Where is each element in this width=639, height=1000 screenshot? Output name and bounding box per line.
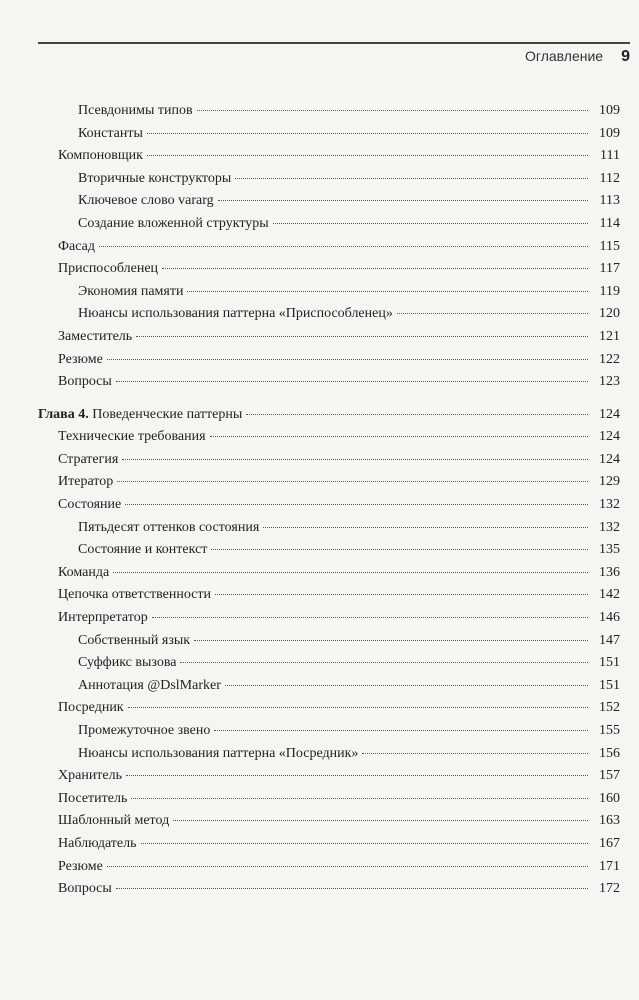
dot-leader bbox=[147, 133, 588, 134]
dot-leader bbox=[210, 436, 588, 437]
toc-entry-page: 155 bbox=[599, 723, 620, 738]
toc-entry-text: Промежуточное звено bbox=[78, 723, 211, 738]
toc-entry-page: 112 bbox=[599, 170, 620, 186]
toc-entry bbox=[58, 788, 620, 810]
toc-entry-text: Резюме bbox=[58, 351, 103, 367]
toc-entry-title bbox=[58, 349, 103, 371]
dot-leader bbox=[214, 730, 588, 731]
toc-entry-page: 171 bbox=[599, 858, 620, 874]
toc-entry bbox=[78, 190, 620, 212]
toc-entry-text: Итератор bbox=[58, 474, 114, 490]
chapter-label: Глава 4. bbox=[38, 406, 89, 422]
dot-leader bbox=[107, 359, 588, 360]
toc-entry-page: 121 bbox=[599, 329, 620, 344]
toc-entry-title bbox=[78, 675, 221, 697]
toc-entry bbox=[58, 426, 620, 448]
toc-entry-page: 117 bbox=[599, 261, 620, 277]
toc-entry-title bbox=[78, 630, 190, 652]
dot-leader bbox=[273, 223, 588, 224]
dot-leader bbox=[116, 381, 588, 382]
toc-entry-title bbox=[58, 878, 112, 900]
dot-leader bbox=[180, 662, 588, 663]
toc-entry-page: 109 bbox=[599, 103, 620, 118]
toc-entry-text: Цепочка ответственности bbox=[58, 587, 211, 603]
toc-entry-text: Посредник bbox=[58, 700, 124, 716]
toc-entry bbox=[78, 281, 620, 303]
toc-entry bbox=[58, 765, 620, 787]
toc-entry-title bbox=[58, 449, 118, 471]
dot-leader bbox=[113, 572, 588, 573]
dot-leader bbox=[197, 110, 588, 111]
dot-leader bbox=[125, 504, 588, 505]
toc-entry-page: 109 bbox=[599, 125, 620, 141]
toc-entry-title bbox=[58, 494, 121, 516]
dot-leader bbox=[194, 640, 588, 641]
toc-entry-page: 124 bbox=[599, 406, 620, 422]
toc-entry bbox=[78, 743, 620, 765]
toc-entry-title bbox=[78, 743, 358, 765]
dot-leader bbox=[235, 178, 588, 179]
toc-entry-text: Псевдонимы типов bbox=[78, 103, 193, 118]
dot-leader bbox=[117, 481, 588, 482]
toc-entry bbox=[58, 145, 620, 167]
toc-entry bbox=[58, 258, 620, 280]
dot-leader bbox=[162, 268, 588, 269]
dot-leader bbox=[122, 459, 588, 460]
toc-entry-title bbox=[58, 145, 143, 167]
toc-entry bbox=[58, 471, 620, 493]
toc-entry-text: Ключевое слово vararg bbox=[78, 193, 214, 209]
toc-entry-page: 147 bbox=[599, 632, 620, 648]
toc-entry-text: Фасад bbox=[58, 238, 95, 254]
toc-entry-title bbox=[78, 168, 231, 190]
toc-entry-text: Компоновщик bbox=[58, 148, 143, 164]
dot-leader bbox=[152, 617, 588, 618]
dot-leader bbox=[215, 594, 588, 595]
toc-entry-title bbox=[38, 404, 242, 426]
dot-leader bbox=[263, 527, 588, 528]
dot-leader bbox=[126, 775, 588, 776]
toc-entry-text: Вопросы bbox=[58, 374, 112, 390]
toc-entry-text: Нюансы использования паттерна «Посредник» bbox=[78, 745, 359, 761]
toc-entry-title bbox=[58, 371, 112, 393]
toc-entry-page: 120 bbox=[599, 306, 620, 322]
toc-entry bbox=[38, 404, 620, 426]
toc-entry-title bbox=[78, 190, 214, 212]
toc-entry bbox=[78, 123, 620, 145]
header-title: Оглавление bbox=[525, 48, 604, 64]
toc-entry-title bbox=[58, 326, 132, 348]
dot-leader bbox=[116, 888, 588, 889]
toc-entry-text: Суффикс вызова bbox=[78, 655, 177, 671]
toc-entry-text: Состояние bbox=[58, 497, 122, 512]
toc-entry bbox=[58, 833, 620, 855]
toc-entry-text: Собственный язык bbox=[78, 632, 191, 648]
toc-entry-page: 156 bbox=[599, 745, 620, 761]
toc-entry-text: Хранитель bbox=[58, 768, 123, 784]
toc-entry-title bbox=[58, 562, 109, 584]
toc-entry-title bbox=[58, 810, 169, 832]
dot-leader bbox=[218, 200, 588, 201]
toc-entry-page: 113 bbox=[599, 193, 620, 209]
toc-entry bbox=[78, 675, 620, 697]
toc-entry-text: Поведенческие паттерны bbox=[92, 406, 243, 422]
dot-leader bbox=[107, 866, 588, 867]
header-page-number: 9 bbox=[621, 48, 630, 65]
toc-entry bbox=[78, 168, 620, 190]
toc-entry-page: 111 bbox=[600, 148, 620, 164]
running-header bbox=[38, 48, 630, 70]
toc-entry-title bbox=[58, 258, 158, 280]
toc-entry bbox=[78, 100, 620, 122]
toc-entry-page: 136 bbox=[599, 564, 620, 580]
toc-entry bbox=[58, 810, 620, 832]
toc-entry-text: Шаблонный метод bbox=[58, 813, 170, 829]
toc-entry-page: 119 bbox=[599, 283, 620, 299]
dot-leader bbox=[99, 246, 588, 247]
toc-entry-page: 160 bbox=[599, 790, 620, 806]
dot-leader bbox=[246, 414, 588, 415]
toc-entry-title bbox=[78, 652, 176, 674]
dot-leader bbox=[141, 843, 588, 844]
toc-entry-page: 115 bbox=[599, 238, 620, 254]
toc-entry bbox=[78, 213, 620, 235]
dot-leader bbox=[187, 291, 588, 292]
toc-entry bbox=[78, 720, 620, 742]
toc-entry-page: 129 bbox=[599, 474, 620, 490]
toc-entry bbox=[78, 630, 620, 652]
toc-entry-page: 152 bbox=[599, 700, 620, 716]
dot-leader bbox=[397, 313, 588, 314]
toc-entry-text: Аннотация @DslMarker bbox=[78, 677, 221, 693]
toc-entry-title bbox=[78, 213, 269, 235]
header-rule bbox=[38, 42, 630, 44]
toc-entry-page: 124 bbox=[599, 451, 620, 467]
toc-entry-title bbox=[78, 100, 193, 122]
toc-entry-page: 122 bbox=[599, 351, 620, 367]
toc-entry bbox=[58, 584, 620, 606]
dot-leader bbox=[131, 798, 588, 799]
toc-entry-page: 146 bbox=[599, 610, 620, 625]
toc-entry-text: Вторичные конструкторы bbox=[78, 170, 232, 186]
toc-entry bbox=[58, 236, 620, 258]
toc-entry-text: Интерпретатор bbox=[58, 610, 148, 625]
toc-entry-text: Резюме bbox=[58, 858, 103, 874]
toc-entry-title bbox=[58, 607, 148, 629]
dot-leader bbox=[136, 336, 588, 337]
toc-entry-text: Стратегия bbox=[58, 451, 119, 467]
toc-entry-text: Заместитель bbox=[58, 329, 133, 344]
toc-entry-title bbox=[78, 123, 143, 145]
toc-entry bbox=[78, 539, 620, 561]
toc-entry-page: 167 bbox=[599, 836, 620, 851]
toc-entry-text: Технические требования bbox=[58, 429, 206, 444]
dot-leader bbox=[147, 155, 588, 156]
dot-leader bbox=[362, 753, 588, 754]
toc-entry-text: Посетитель bbox=[58, 790, 128, 806]
toc-entry bbox=[58, 607, 620, 629]
toc-entry bbox=[78, 652, 620, 674]
toc-entry bbox=[58, 697, 620, 719]
toc-entry-title bbox=[58, 765, 122, 787]
toc-entry-title bbox=[78, 303, 393, 325]
toc-entry-page: 132 bbox=[599, 497, 620, 512]
toc-entry bbox=[58, 494, 620, 516]
toc-entry-page: 123 bbox=[599, 374, 620, 390]
toc-entry-text: Состояние и контекст bbox=[78, 542, 208, 558]
toc-entry-text: Вопросы bbox=[58, 881, 112, 897]
toc-entry-title bbox=[58, 236, 95, 258]
toc-entry bbox=[58, 449, 620, 471]
toc-entry-text: Приспособленец bbox=[58, 261, 159, 277]
toc-entry-title bbox=[58, 856, 103, 878]
toc-entry bbox=[78, 517, 620, 539]
toc-entry-title bbox=[58, 471, 113, 493]
toc-entry-page: 172 bbox=[599, 881, 620, 897]
toc-entry-text: Экономия памяти bbox=[78, 283, 184, 299]
toc-entry-text: Команда bbox=[58, 564, 110, 580]
toc-entry-text: Наблюдатель bbox=[58, 836, 137, 851]
toc-entry bbox=[58, 878, 620, 900]
toc-entry bbox=[58, 371, 620, 393]
toc-entry-title bbox=[58, 833, 137, 855]
toc-entry-page: 163 bbox=[599, 813, 620, 829]
toc-entry-title bbox=[58, 426, 206, 448]
toc-entry-title bbox=[58, 788, 127, 810]
toc-entry bbox=[58, 856, 620, 878]
toc-entry-title bbox=[78, 720, 210, 742]
toc-entry-page: 135 bbox=[599, 542, 620, 558]
toc-entry-page: 124 bbox=[599, 429, 620, 444]
toc-entry bbox=[78, 303, 620, 325]
dot-leader bbox=[225, 685, 588, 686]
dot-leader bbox=[173, 820, 588, 821]
toc-entry-page: 157 bbox=[599, 768, 620, 784]
toc-entry-title bbox=[58, 697, 124, 719]
toc-entry bbox=[58, 326, 620, 348]
toc-entry-page: 142 bbox=[599, 587, 620, 603]
toc-entry bbox=[58, 349, 620, 371]
toc-entry-title bbox=[78, 539, 207, 561]
toc-entry-page: 151 bbox=[599, 655, 620, 671]
toc-entry-title bbox=[78, 517, 259, 539]
toc-entry-title bbox=[58, 584, 211, 606]
dot-leader bbox=[128, 707, 588, 708]
toc-entry bbox=[58, 562, 620, 584]
toc-entry-title bbox=[78, 281, 183, 303]
toc-entry-page: 132 bbox=[599, 519, 620, 535]
toc-entry-text: Константы bbox=[78, 125, 143, 141]
toc-entry-page: 114 bbox=[599, 216, 620, 231]
toc-entry-text: Создание вложенной структуры bbox=[78, 216, 269, 231]
toc-entry-text: Пятьдесят оттенков состояния bbox=[78, 519, 260, 535]
toc-entry-text: Нюансы использования паттерна «Приспособленец» bbox=[78, 306, 393, 322]
dot-leader bbox=[211, 549, 588, 550]
toc-entry-page: 151 bbox=[599, 677, 620, 693]
